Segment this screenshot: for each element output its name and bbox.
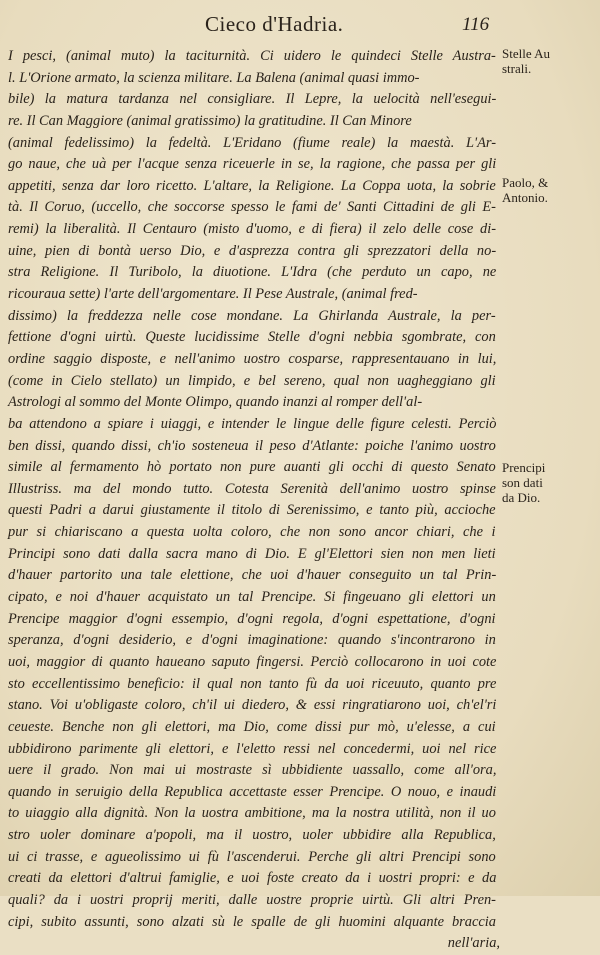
text-line: appetiti, senza dar loro ricetto. L'altare, la Religione. La Coppa uota, la sobrie [8, 177, 496, 194]
text-line: cipi, subito assunti, sono alzati sù le spalle de gli huomini alquante braccia [8, 913, 496, 930]
text-line: stra Religione. Il Turibolo, la diuotione. L'Idra (che perduto un capo, ne [8, 264, 497, 281]
text-line: ordine saggio disposte, e nell'animo uostro cosparse, rappresentauano in lui, [8, 350, 497, 367]
text-line: re. Il Can Maggiore (animal gratissimo) la gratitudine. Il Can Minore [8, 112, 412, 129]
margin-note-stelle-australi [502, 46, 594, 76]
text-line: stro uoler dominare a'popoli, ma il uostro, uoler ubbidire alla Republica, [8, 827, 496, 844]
text-line: (come in Cielo stellato) un limpido, e bel sereno, qual non uagheggiano gli [8, 372, 496, 389]
text-line: dissimo) la freddezza nelle cose mondane. La Ghirlanda Australe, la per- [8, 307, 496, 324]
text-line: Principi sono dati dalla sacra mano di Dio. E gl'Elettori sien non men lieti [8, 545, 496, 562]
text-line: ubbidirono parimente gli elettori, e l'eletto ressi nel concedermi, uoi nel rice [8, 740, 497, 757]
text-line: nell'aria, [447, 935, 500, 952]
text-line: d'hauer partorito una tale elettione, che uoi d'hauer conseguito un tal Prin- [8, 567, 497, 584]
text-line: I pesci, (animal muto) la taciturnità. Ci uidero le quindeci Stelle Austra- [8, 48, 496, 64]
text-line: stano. Voi u'obligaste coloro, ch'il ui diedero, & essi ringratiarono uoi, ch'el'ri [8, 697, 497, 714]
page-header [0, 10, 600, 40]
text-line: creati da elettori d'altrui famiglie, e uoi foste creato da i uostri propri: e da [8, 870, 497, 887]
text-line: to uiaggio alla dignità. Non la uostra ambitione, ma la nostra utilità, non il uo [8, 805, 496, 822]
margin-note-line: Antonio. [502, 190, 548, 205]
text-line: bile) la matura tardanza nel consigliare. Il Lepre, la uelocità nell'esegui- [8, 91, 497, 108]
page-number: 116 [462, 14, 490, 35]
text-line: Prencipe maggior d'ogni essempio, d'ogni regola, d'ogni espettatione, d'ogni [8, 610, 496, 627]
margin-note-prencipi-dati [502, 460, 594, 505]
text-line: pur si chiariscano a questa uolta coloro, che non sono ancor chiari, che i [8, 524, 496, 541]
text-line: ben dissi, quando dissi, ch'io sosteneua il peso d'Atlante: poiche l'animo uostro [8, 437, 496, 454]
margin-note-line: Prencipi [502, 460, 546, 475]
running-title: Cieco d'Hadria. [205, 12, 344, 36]
margin-note-line: son dati [502, 475, 543, 490]
text-line: uere il grado. Non mai ui mostraste sì ubbidiente uassallo, come all'ora, [8, 762, 497, 779]
margin-note-line: Stelle Au [502, 46, 551, 61]
text-line: go naue, che uà per l'acque senza riceuerle in se, la ragione, che passa per gli [8, 156, 497, 173]
text-line: uine, pien di bontà uerso Dio, e d'asprezza contra gli sprezzatori della no- [8, 242, 497, 259]
text-line: l. L'Orione armato, la scienza militare. La Balena (animal quasi immo- [8, 69, 420, 86]
text-line: quali? da i uostri proprij meriti, dalle uostre proprie uirtù. Gli altri Pren- [8, 891, 496, 908]
text-line: ba attendono a spiare i uiaggi, e intender le lingue delle figure celesti. Perciò [8, 415, 497, 432]
margin-note-line: Paolo, & [502, 175, 549, 190]
margin-note-paolo-antonio [502, 175, 594, 205]
text-line: sto eccellentissimo beneficio: il qual non tanto fù da uoi riceuuto, quanto pre [8, 675, 497, 692]
text-line: simile al fermamento hò portato non pure auanti gli occhi di questo Senato [8, 459, 496, 476]
margin-note-line: da Dio. [502, 490, 541, 505]
text-line: ricouraua sette) l'arte dell'argomentare. Il Pese Australe, (animal fred- [8, 286, 418, 303]
text-line: quando in seruigio della Republica accettaste esser Prencipe. O nouo, e inaudi [8, 783, 497, 800]
text-line: uoi, maggior di quanto haueano saputo fingersi. Perciò collocarono in uoi cote [8, 653, 497, 670]
text-line: fettione d'ogni uirtù. Queste lucidissime Stelle d'ogni nebbia sgombrate, con [8, 329, 496, 346]
text-line: (animal fedelissimo) la fedeltà. L'Eridano (fiume reale) la maestà. L'Ar- [8, 134, 497, 151]
text-line: remi) la liberalità. Il Centauro (misto d'uomo, e di fiera) il zelo delle cose di- [8, 221, 497, 238]
text-line: cipato, e noi d'hauer acquistato un tal Prencipe. Si fingeuano gli elettori un [8, 589, 496, 606]
text-line: Illustriss. ma del mondo tutto. Cotesta Serenità dell'animo uostro spinse [8, 480, 496, 497]
text-line: speranza, d'ogni desiderio, e d'ogni imaginatione: quando s'incontrarono in [8, 632, 496, 649]
text-line: questi Padri a darui giustamente il titolo di Serenissimo, e tanto più, accioche [8, 502, 496, 519]
text-line: tà. Il Coruo, (uccello, che soccorse spesso le fami de' Santi Cittadini de gli E- [8, 199, 496, 216]
text-line: ui ci trasse, e agueolissimo ui fù l'ascenderui. Perche gli altri Prencipi sono [8, 848, 496, 865]
text-line: Astrologi al sommo del Monte Olimpo, quando inanzi al romper dell'al- [8, 394, 423, 411]
margin-note-line: strali. [502, 61, 532, 76]
body-text [8, 46, 500, 955]
text-line: ceueste. Benche non gli elettori, ma Dio, come dissi pur mò, u'elesse, a cui [8, 718, 496, 735]
